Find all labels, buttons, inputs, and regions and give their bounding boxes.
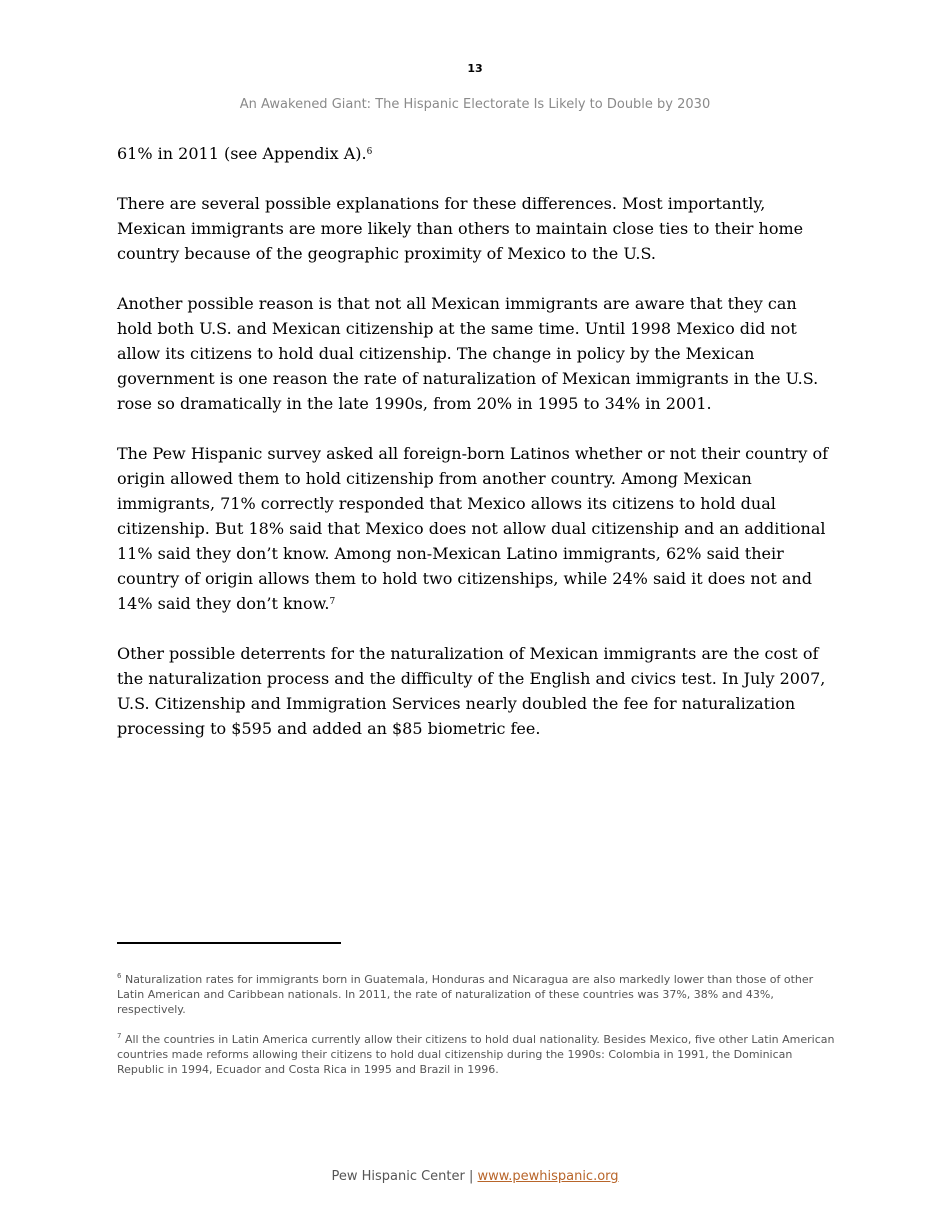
footnote-divider (117, 942, 341, 944)
footnotes (117, 972, 837, 1092)
paragraph-text: The Pew Hispanic survey asked all foreign-born Latinos whether or not their country of origin allowed them to hold citizenship from another country. Among Mexican immigrants, 71% correctly responded that Mexico allows its citizens to hold dual citizenship. But 18% said that Mexico does not allow dual citizenship and an additional 11% said they don’t know. Among non-Mexican Latino immigrants, 62% said their country of origin allows them to hold two citizenships, while 24% said it does not and 14% said they don’t know. (117, 444, 829, 613)
footnote-ref-7[interactable]: 7 (329, 597, 336, 607)
footnote-7 (117, 1032, 837, 1077)
body-text (117, 141, 837, 766)
paragraph-explanations: There are several possible explanations for these differences. Most importantly, Mexican immigrants are more likely than others to maintain close ties to their home country because of the geographic proximity of Mexico to the U.S. (117, 194, 804, 263)
footnote-mark: 7 (117, 1032, 122, 1040)
paragraph-deterrents: Other possible deterrents for the naturalization of Mexican immigrants are the cost of the naturalization process and the difficulty of the English and civics test. In July 2007, U.S. Citizenship and Immigration Services nearly doubled the fee for naturalization processing to $595 and added an $85 biometric fee. (117, 644, 826, 738)
page-footer (0, 1169, 950, 1184)
footer-website-link[interactable]: www.pewhispanic.org (477, 1169, 619, 1184)
footnote-text: All the countries in Latin America currently allow their citizens to hold dual nationality. Besides Mexico, five other Latin American countries made reforms allowing their citizens to hold dual citizenship during the 1990s: Colombia in 1991, the Dominican Republic in 1994, Ecuador and Costa Rica in 1995 and Brazil in 1996. (117, 1033, 835, 1076)
running-header: An Awakened Giant: The Hispanic Electorate Is Likely to Double by 2030 (239, 97, 711, 112)
page-number: 13 (467, 62, 483, 75)
paragraph-text: 61% in 2011 (see Appendix A). (117, 144, 367, 163)
footnote-6 (117, 972, 837, 1017)
footer-org: Pew Hispanic Center | (331, 1169, 474, 1184)
footnote-text: Naturalization rates for immigrants born in Guatemala, Honduras and Nicaragua are also markedly lower than those of other Latin American and Caribbean nationals. In 2011, the rate of naturalization of these countries was 37%, 38% and 43%, respectively. (117, 973, 814, 1016)
paragraph-dual-citizenship: Another possible reason is that not all Mexican immigrants are aware that they can hold both U.S. and Mexican citizenship at the same time. Until 1998 Mexico did not allow its citizens to hold dual citizenship. The change in policy by the Mexican government is one reason the rate of naturalization of Mexican immigrants in the U.S. rose so dramatically in the late 1990s, from 20% in 1995 to 34% in 2001. (117, 294, 819, 413)
footnote-ref-6[interactable]: 6 (366, 147, 373, 157)
paragraph-survey (117, 441, 837, 616)
footnote-mark: 6 (117, 972, 122, 980)
paragraph-continuation (117, 141, 837, 166)
